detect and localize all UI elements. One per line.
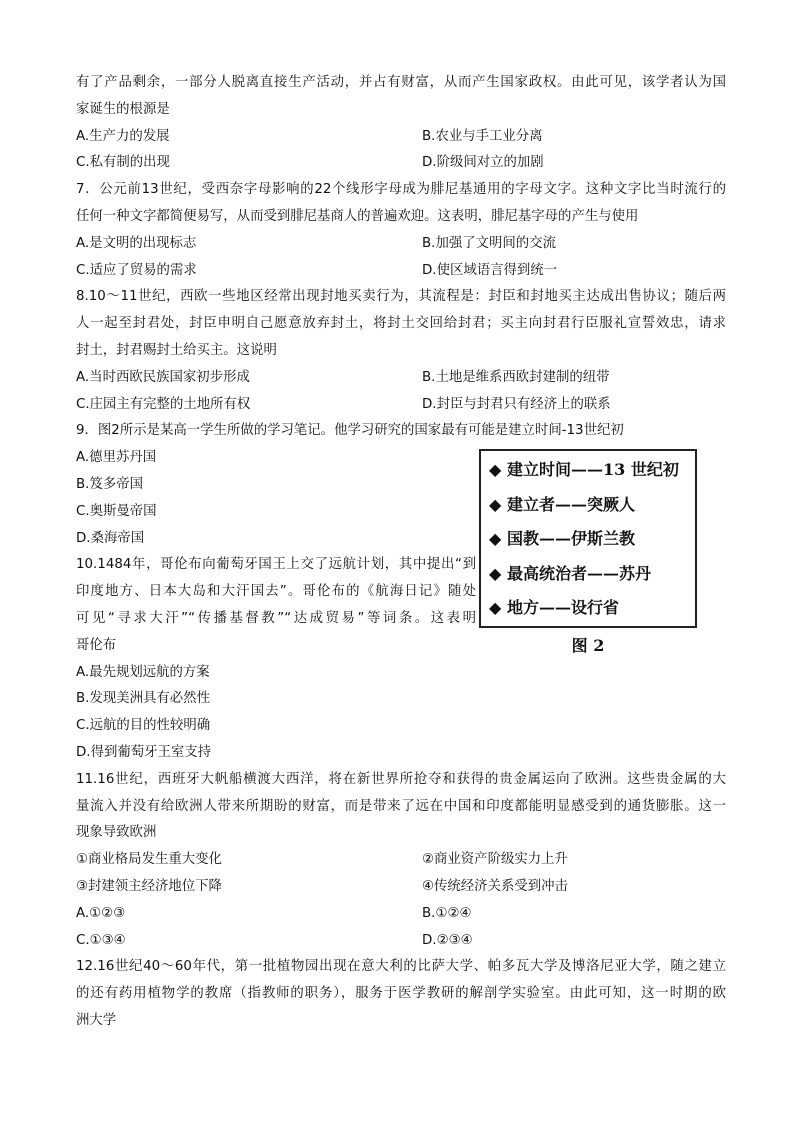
exam-page [76,70,726,1035]
question-text-line: 可见“寻求大汗”“传播基督教”“达成贸易”等词条。这表明 [76,610,476,626]
option-row [76,392,726,419]
option-c: C.远航的目的性较明确 [76,718,211,734]
statement-3: ③封建领主经济地位下降 [76,878,222,894]
option-row [76,231,726,258]
question-text-line: 封土，封君赐封土给买主。这说明 [76,342,277,358]
question-9-10-block [76,418,726,766]
question-9-text: 9．图2所示是某高一学生所做的学习笔记。他学习研究的国家最有可能是建立时间-13世纪初 [76,423,624,439]
option-d: D.使区域语言得到统一 [422,262,558,278]
option-row [76,124,726,151]
figure-row: ◆ 地方——设行省 [489,591,695,626]
question-text-line: 哥伦布 [76,637,117,653]
question-text-line: 印度地方、日本大岛和大汗国去”。哥伦布的《航海日记》随处 [76,584,476,600]
option-row [76,365,726,392]
question-7 [76,177,726,284]
diamond-bullet-icon: ◆ [489,529,502,549]
question-text-line: 人一起至封君处，封臣申明自己愿意放弃封土，将封土交回给封君；买主向封君行臣服礼宣誓效忠，请求 [76,316,726,332]
option-d: D.桑海帝国 [76,530,145,546]
option-c: C.奥斯曼帝国 [76,503,157,519]
figure-caption: 图 2 [571,636,605,656]
question-6 [76,70,726,177]
question-text-line: 量流入并没有给欧洲人带来所期盼的财富，而是带来了远在中国和印度都能明显感受到的通货膨胀。这一 [76,798,726,814]
question-text-line: 12.16世纪40～60年代，第一批植物园出现在意大利的比萨大学、帕多瓦大学及博洛尼亚大学，随之建立 [76,959,726,975]
question-8 [76,284,726,418]
diamond-bullet-icon: ◆ [489,460,502,480]
option-c: C.私有制的出现 [76,155,170,171]
option-d: D.阶级间对立的加剧 [422,155,544,171]
question-text-line: 11.16世纪，西班牙大帆船横渡大西洋，将在新世界所抢夺和获得的贵金属运向了欧洲。这些贵金属的大 [76,771,726,787]
option-row [76,901,726,928]
statement-1: ①商业格局发生重大变化 [76,852,222,868]
option-b: B.①②④ [422,905,472,921]
statement-row [76,874,726,901]
question-10 [76,552,476,766]
option-a: A.是文明的出现标志 [76,235,197,251]
option-a: A.德里苏丹国 [76,450,157,466]
question-text-line: 有了产品剩余，一部分人脱离直接生产活动，并占有财富，从而产生国家政权。由此可见，该学者认为国 [76,75,726,90]
option-a: A.最先规划远航的方案 [76,664,210,680]
option-row [76,150,726,177]
figure-notes-box [479,449,697,628]
statement-row [76,847,726,874]
option-d: D.得到葡萄牙王室支持 [76,744,212,760]
option-d: D.封臣与封君只有经济上的联系 [422,396,611,412]
figure-row: ◆ 最高统治者——苏丹 [489,557,695,592]
option-row [76,928,726,955]
option-b: B.发现美洲具有必然性 [76,691,210,707]
question-text-line: 家诞生的根源是 [76,101,170,117]
diamond-bullet-icon: ◆ [489,494,502,514]
question-12 [76,954,726,1034]
question-11 [76,767,726,955]
option-d: D.②③④ [422,932,473,948]
option-a: A.当时西欧民族国家初步形成 [76,369,250,385]
statement-4: ④传统经济关系受到冲击 [422,878,568,894]
option-row [76,258,726,285]
figure-2 [479,449,713,656]
option-b: B.加强了文明间的交流 [422,235,556,251]
statement-2: ②商业资产阶级实力上升 [422,852,568,868]
option-a: A.①②③ [76,905,126,921]
option-a: A.生产力的发展 [76,128,170,144]
diamond-bullet-icon: ◆ [489,598,502,618]
question-text-line: 洲大学 [76,1012,117,1028]
question-text-line: 10.1484年，哥伦布向葡萄牙国王上交了远航计划，其中提出“到 [76,557,476,573]
question-text-line: 7．公元前13世纪，受西奈字母影响的22个线形字母成为腓尼基通用的字母文字。这种文字比当时流行的 [76,182,726,198]
question-text-line: 现象导致欧洲 [76,825,157,841]
figure-row: ◆ 建立时间——13 世纪初 [489,453,695,488]
figure-row: ◆ 建立者——突厥人 [489,488,695,523]
option-b: B.土地是维系西欧封建制的纽带 [422,369,610,385]
figure-row: ◆ 国教——伊斯兰教 [489,522,695,557]
option-b: B.农业与手工业分离 [422,128,543,144]
question-text-line: 8.10～11世纪，西欧一些地区经常出现封地买卖行为，其流程是：封臣和封地买主达成出售协议；随后两 [76,289,726,305]
diamond-bullet-icon: ◆ [489,563,502,583]
option-c: C.①③④ [76,932,126,948]
option-b: B.笈多帝国 [76,476,144,492]
option-c: C.适应了贸易的需求 [76,262,197,278]
question-text-line: 任何一种文字都简便易写，从而受到腓尼基商人的普遍欢迎。这表明，腓尼基字母的产生与使用 [76,208,639,224]
question-text-line: 的还有药用植物学的教席（指教师的职务），服务于医学教研的解剖学实验室。由此可知，这一时期的欧 [76,986,726,1002]
option-c: C.庄园主有完整的土地所有权 [76,396,251,412]
